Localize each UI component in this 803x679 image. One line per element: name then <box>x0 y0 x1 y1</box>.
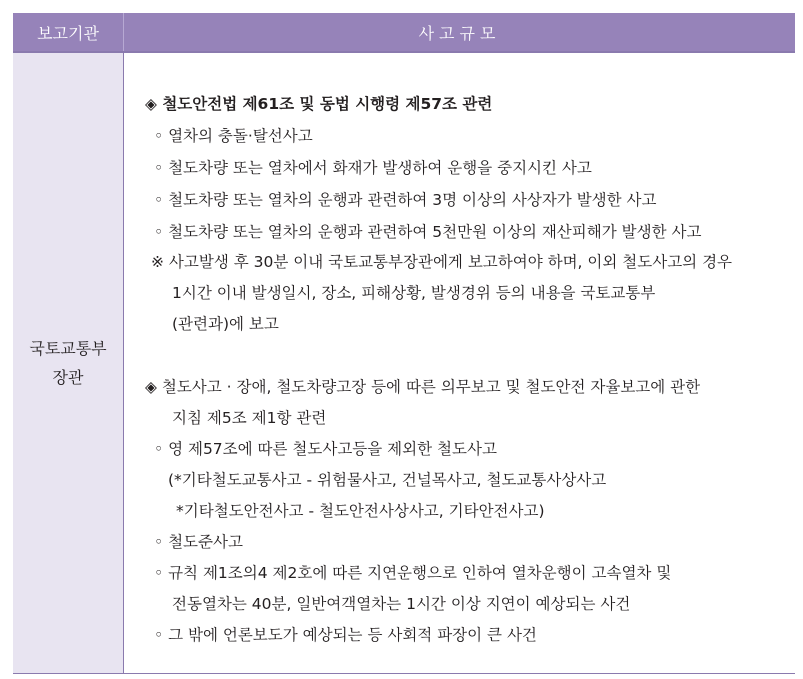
section2-title-line2: 지침 제5조 제1항 관련 <box>172 409 327 427</box>
section2-item1-sub1: (*기타철도교통사고 - 위험물사고, 건널목사고, 철도교통사상사고 <box>168 471 607 489</box>
scope-cell <box>124 53 795 673</box>
section1-note-line2: 1시간 이내 발생일시, 장소, 피해상황, 발생경위 등의 내용을 국토교통부 <box>172 284 656 302</box>
section2-item1: ◦ 영 제57조에 따른 철도사고등을 제외한 철도사고 <box>154 440 497 458</box>
section2-title-line1: ◈ 철도사고 · 장애, 철도차량고장 등에 따른 의무보고 및 철도안전 자율보고에 관한 <box>145 378 701 396</box>
section1-item: ◦ 철도차량 또는 열차의 운행과 관련하여 3명 이상의 사상자가 발생한 사고 <box>154 191 657 209</box>
accident-report-table <box>13 13 795 674</box>
agency-name-line2: 장관 <box>52 368 84 387</box>
header-scope: 사고규모 <box>124 13 795 51</box>
section2-item3-line1: ◦ 규칙 제1조의4 제2호에 따른 지연운행으로 인하여 열차운행이 고속열차 및 <box>154 564 672 582</box>
section1-item: ◦ 철도차량 또는 열차에서 화재가 발생하여 운행을 중지시킨 사고 <box>154 159 592 177</box>
agency-cell <box>13 53 123 673</box>
section1-title: ◈ 철도안전법 제61조 및 동법 시행령 제57조 관련 <box>145 95 493 113</box>
section2-item3-line2: 전동열차는 40분, 일반여객열차는 1시간 이상 지연이 예상되는 사건 <box>172 595 631 613</box>
header-agency: 보고기관 <box>13 13 123 51</box>
section2-item1-sub2: *기타철도안전사고 - 철도안전사상사고, 기타안전사고) <box>176 502 545 520</box>
agency-name-line1: 국토교통부 <box>29 339 107 358</box>
section2-item4: ◦ 그 밖에 언론보도가 예상되는 등 사회적 파장이 큰 사건 <box>154 626 537 644</box>
section2-item2: ◦ 철도준사고 <box>154 533 243 551</box>
section1-item: ◦ 철도차량 또는 열차의 운행과 관련하여 5천만원 이상의 재산피해가 발생한 사고 <box>154 223 702 241</box>
section1-note-line1: ※ 사고발생 후 30분 이내 국토교통부장관에게 보고하여야 하며, 이외 철도사고의 경우 <box>151 253 733 271</box>
section1-note-line3: (관련과)에 보고 <box>172 315 279 333</box>
section1-item: ◦ 열차의 충돌·탈선사고 <box>154 127 313 145</box>
